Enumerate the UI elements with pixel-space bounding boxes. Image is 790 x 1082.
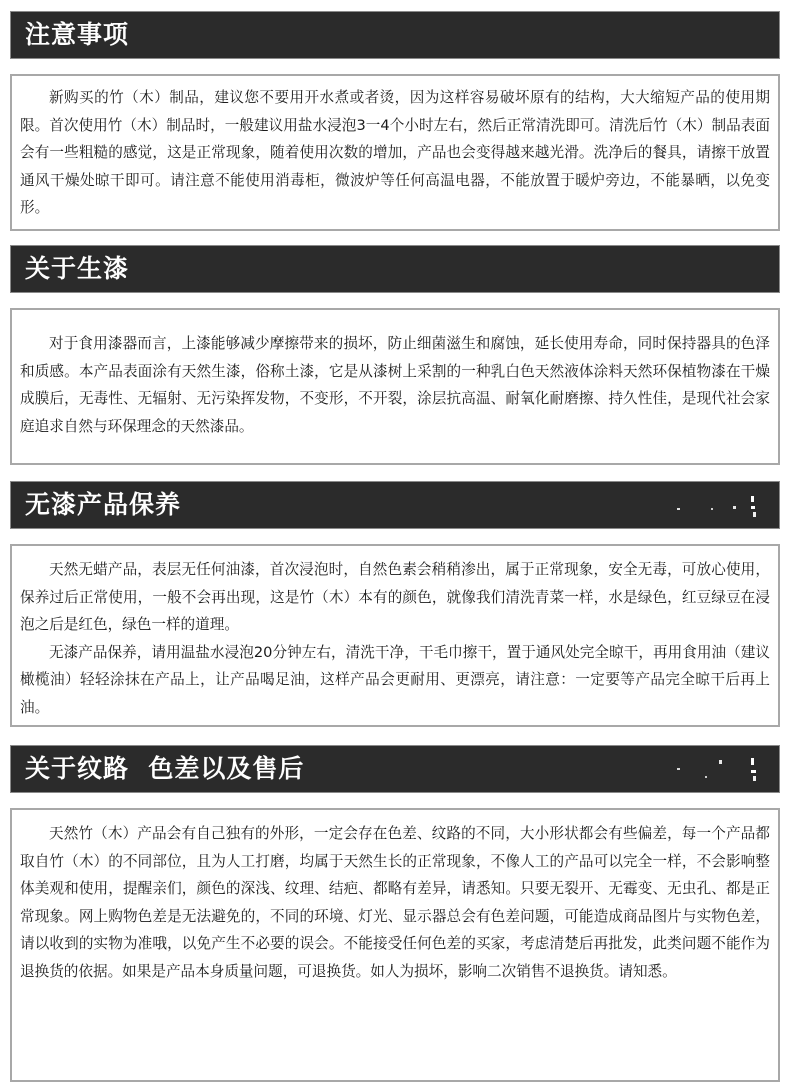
section-header <box>10 481 780 529</box>
paragraph: 无漆产品保养，请用温盐水浸泡20分钟左右，清洗干净，干毛巾擦干，置于通风处完全晾干，再用食用油（建议橄榄油）轻轻涂抹在产品上，让产品喝足油，这样产品会更耐用、更漂亮，请注意：一定要等产品完全晾干后再上油。 <box>20 643 770 716</box>
section-header <box>10 745 780 793</box>
paragraph: 对于食用漆器而言，上漆能够减少摩擦带来的损坏，防止细菌滋生和腐蚀，延长使用寿命，同时保持器具的色泽和质感。本产品表面涂有天然生漆，俗称土漆，它是从漆树上采割的一种乳白色天然液体涂料天然环保植物漆在干燥成膜后，无毒性、无辐射、无污染挥发物，不变形，不开裂，涂层抗高温、耐氧化耐磨擦、持久性佳，是现代社会家庭追求自然与环保理念的天然漆品。 <box>20 335 770 435</box>
decorative-marks-icon <box>675 492 765 518</box>
section-title: 关于纹路 色差以及售后 <box>25 754 305 783</box>
paragraph: 天然竹（木）产品会有自己独有的外形，一定会存在色差、纹路的不同，大小形状都会有些偏差，每一个产品都取自竹（木）的不同部位，且为人工打磨，均属于天然生长的正常现象，不像人工的产品可以完全一样，不会影响整体美观和使用，提醒亲们，颜色的深浅、纹理、结疤、都略有差异，请悉知。只要无裂开、无霉变、无虫孔、都是正常现象。网上购物色差是无法避免的，不同的环境、灯光、显示器总会有色差问题，可能造成商品图片与实物色差，请以收到的实物为准哦，以免产生不必要的误会。不能接受任何色差的买家，考虑清楚后再批发，此类问题不能作为退换货的依据。如果是产品本身质量问题，可退换货。如人为损坏，影响二次销售不退换货。请知悉。 <box>20 825 770 980</box>
section-body <box>10 74 780 231</box>
paragraph: 天然无蜡产品，表层无任何油漆，首次浸泡时，自然色素会稍稍渗出，属于正常现象，安全无毒，可放心使用，保养过后正常使用，一般不会再出现，这是竹（木）本有的颜色，就像我们清洗青菜一样，水是绿色，红豆绿豆在浸泡之后是红色，绿色一样的道理。 <box>20 561 770 633</box>
paragraph: 新购买的竹（木）制品，建议您不要用开水煮或者烫，因为这样容易破坏原有的结构，大大缩短产品的使用期限。首次使用竹（木）制品时，一般建议用盐水浸泡3一4个小时左右，然后正常清洗即可。清洗后竹（木）制品表面会有一些粗糙的感觉，这是正常现象，随着使用次数的增加，产品也会变得越来越光滑。洗净后的餐具，请擦干放置通风干燥处晾干即可。请注意不能使用消毒柜，微波炉等任何高温电器，不能放置于暖炉旁边，不能暴晒，以免变形。 <box>20 89 770 216</box>
section-header <box>10 11 780 59</box>
section-title: 无漆产品保养 <box>25 490 182 519</box>
decorative-marks-icon <box>675 756 765 782</box>
section-body <box>10 544 780 727</box>
section-body <box>10 808 780 1082</box>
section-body <box>10 308 780 465</box>
section-title: 关于生漆 <box>25 254 130 283</box>
section-header <box>10 245 780 293</box>
section-title: 注意事项 <box>25 20 130 49</box>
